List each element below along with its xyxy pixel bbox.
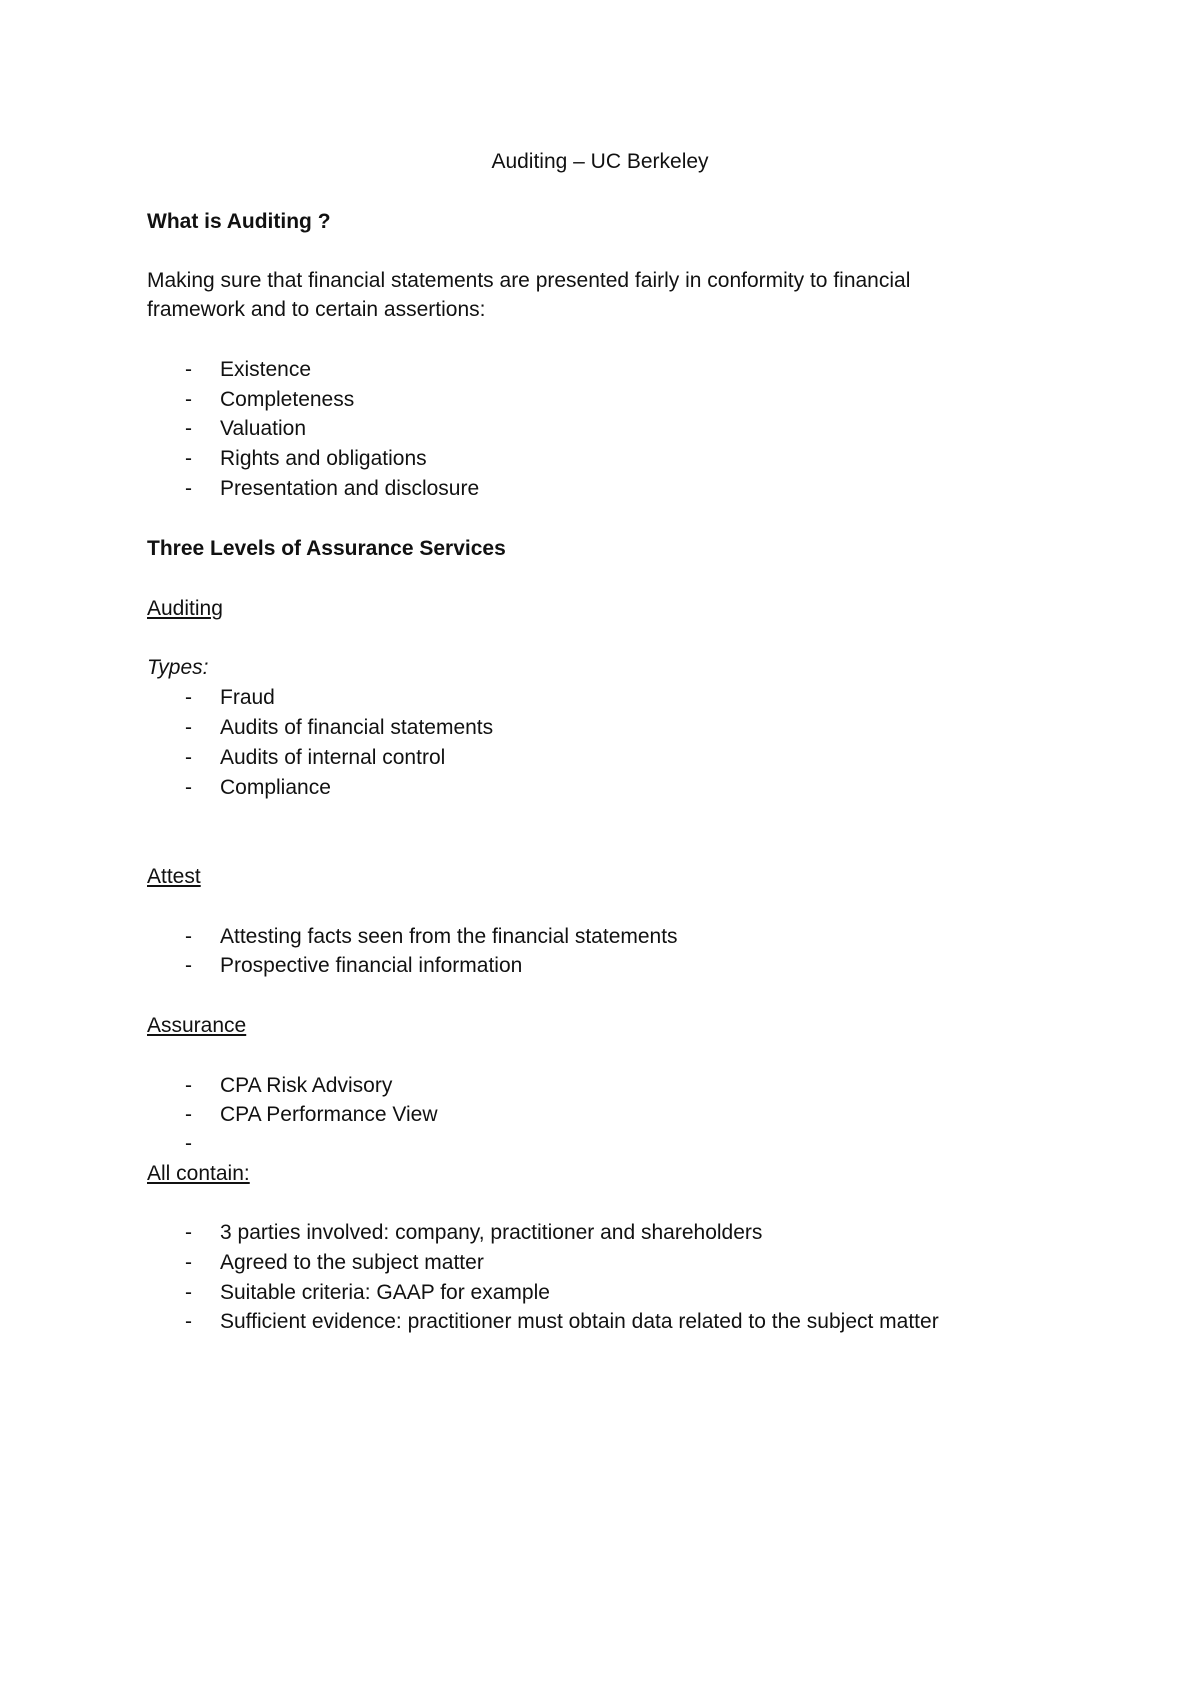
bullet-marker: - [185,954,192,977]
section-heading-what-is-auditing: What is Auditing ? [147,210,331,233]
list-item: CPA Performance View [220,1103,438,1126]
list-item: Audits of internal control [220,746,446,769]
list-item: Valuation [220,417,307,440]
bullet-marker: - [185,746,192,769]
subheading-attest: Attest [147,865,201,888]
bullet-marker: - [185,1103,192,1126]
bullet-marker: - [185,686,192,709]
bullet-marker: - [185,358,192,381]
bullet-marker: - [185,716,192,739]
list-item: CPA Risk Advisory [220,1074,393,1097]
list-item: Completeness [220,388,355,411]
list-item: Compliance [220,776,331,799]
list-item: Audits of financial statements [220,716,494,739]
bullet-marker: - [185,417,192,440]
document-title: Auditing – UC Berkeley [491,150,709,173]
paragraph-line-2: framework and to certain assertions: [147,298,486,321]
bullet-marker: - [185,1281,192,1304]
subheading-all-contain: All contain: [147,1162,250,1185]
bullet-marker: - [185,776,192,799]
bullet-marker: - [185,1310,192,1333]
list-item: Prospective financial information [220,954,523,977]
list-item: 3 parties involved: company, practitioner and shareholders [220,1221,763,1244]
paragraph-line-1: Making sure that financial statements are presented fairly in conformity to financial [147,269,911,292]
list-item: Suitable criteria: GAAP for example [220,1281,550,1304]
list-item: Sufficient evidence: practitioner must obtain data related to the subject matter [220,1310,939,1333]
bullet-marker: - [185,925,192,948]
bullet-marker: - [185,1251,192,1274]
list-item: Rights and obligations [220,447,427,470]
bullet-marker: - [185,1221,192,1244]
subheading-assurance: Assurance [147,1014,247,1037]
list-item: Attesting facts seen from the financial statements [220,925,678,948]
bullet-marker: - [185,1132,192,1155]
section-heading-three-levels: Three Levels of Assurance Services [147,537,506,560]
bullet-marker: - [185,447,192,470]
list-item: Existence [220,358,312,381]
bullet-marker: - [185,1074,192,1097]
subheading-auditing: Auditing [147,597,223,620]
list-item: Fraud [220,686,275,709]
types-label: Types: [147,656,209,679]
list-item: Agreed to the subject matter [220,1251,484,1274]
bullet-marker: - [185,388,192,411]
bullet-marker: - [185,477,192,500]
list-item: Presentation and disclosure [220,477,480,500]
